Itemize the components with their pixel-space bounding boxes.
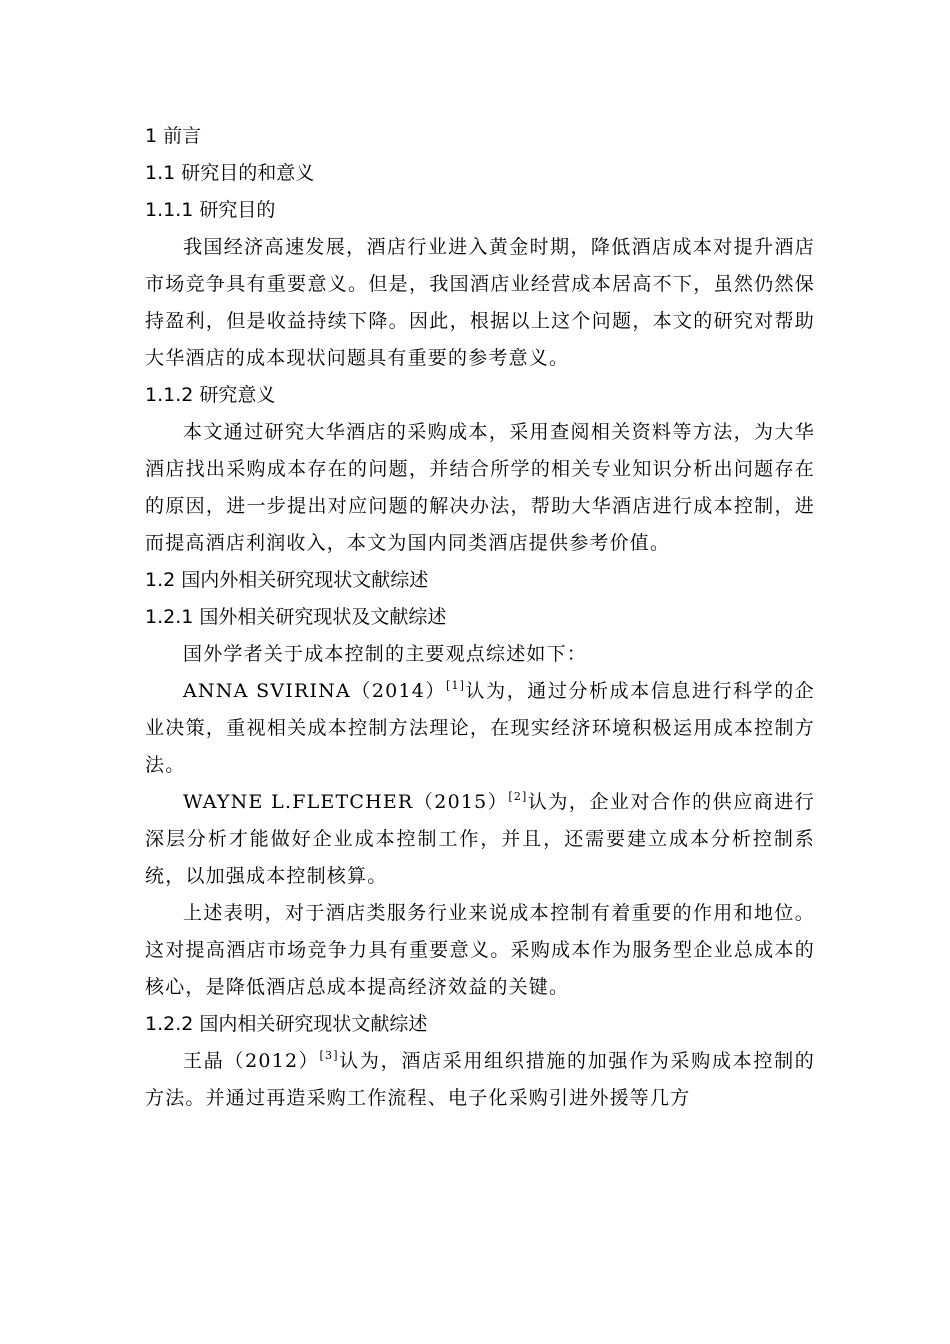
heading-1-1-2: 1.1.2 研究意义: [145, 384, 276, 406]
heading-1-2-2: 1.2.2 国内相关研究现状文献综述: [145, 1013, 428, 1035]
citation-author: 王晶（2012）: [183, 1050, 320, 1072]
heading-1-2-1: 1.2.1 国外相关研究现状及文献综述: [145, 606, 447, 628]
heading-1-1: 1.1 研究目的和意义: [145, 162, 315, 184]
paragraph-research-significance: 本文通过研究大华酒店的采购成本，采用查阅相关资料等方法，为大华酒店找出采购成本存在的问题，并结合所学的相关专业知识分析出问题存在的原因，进一步提出对应问题的解决办法，帮助大华酒店进行成本控制，进而提高酒店利润收入，本文为国内同类酒店提供参考价值。: [145, 421, 815, 554]
paragraph-fletcher: [145, 784, 815, 895]
citation-ref: [2]: [508, 790, 528, 803]
paragraph-svirina: [145, 673, 815, 784]
heading-1-2: 1.2 国内外相关研究现状文献综述: [145, 569, 429, 591]
citation-author: ANNA SVIRINA（2014）: [183, 680, 446, 702]
citation-ref: [1]: [445, 679, 466, 692]
paragraph-summary: 上述表明，对于酒店类服务行业来说成本控制有着重要的作用和地位。这对提高酒店市场竞争力具有重要意义。采购成本作为服务型企业总成本的核心，是降低酒店总成本提高经济效益的关键。: [145, 902, 815, 998]
citation-ref: [3]: [319, 1049, 339, 1062]
document-page: [145, 118, 815, 1117]
citation-text: 认为，酒店采用组织措施的加强作为采购成本控制的方法。并通过再造采购工作流程、电子化采购引进外援等几方: [145, 1050, 815, 1109]
heading-1: 1 前言: [145, 125, 202, 147]
paragraph-wangjing: [145, 1043, 815, 1117]
citation-text: 认为，通过分析成本信息进行科学的企业决策，重视相关成本控制方法理论，在现实经济环境积极运用成本控制方法。: [145, 680, 815, 776]
paragraph-research-purpose: 我国经济高速发展，酒店行业进入黄金时期，降低酒店成本对提升酒店市场竞争具有重要意义。但是，我国酒店业经营成本居高不下，虽然仍然保持盈利，但是收益持续下降。因此，根据以上这个问题，本文的研究对帮助大华酒店的成本现状问题具有重要的参考意义。: [145, 236, 815, 369]
paragraph-foreign-intro: 国外学者关于成本控制的主要观点综述如下：: [183, 643, 588, 665]
heading-1-1-1: 1.1.1 研究目的: [145, 199, 276, 221]
citation-author: WAYNE L.FLETCHER（2015）: [183, 791, 509, 813]
citation-text: 认为，企业对合作的供应商进行深层分析才能做好企业成本控制工作，并且，还需要建立成本分析控制系统，以加强成本控制核算。: [145, 791, 815, 887]
